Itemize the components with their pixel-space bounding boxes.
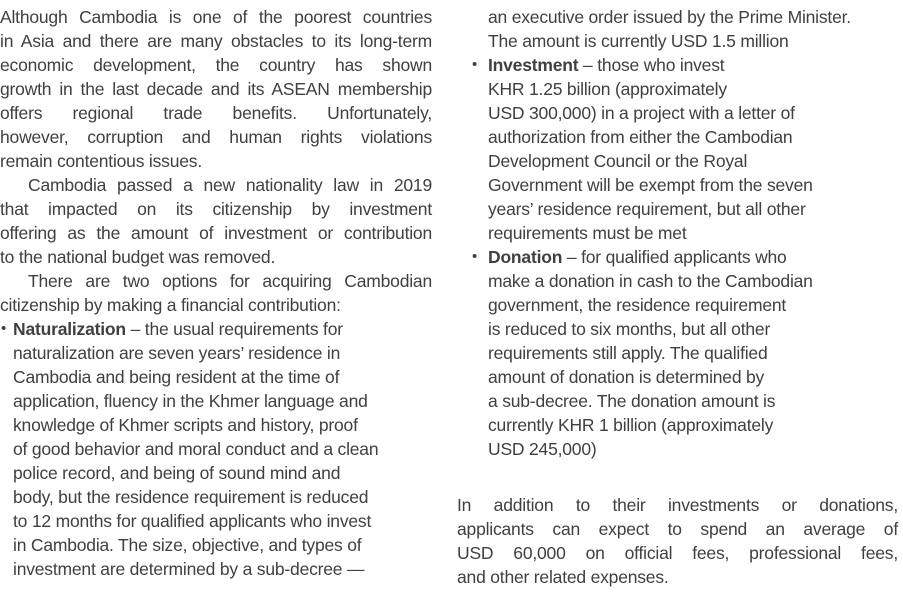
text-line: growth in the last decade and its ASEAN membership	[0, 79, 432, 99]
text-line: There are two options for acquiring Cambodian	[28, 271, 432, 291]
text-line: USD 245,000)	[488, 439, 597, 459]
text-line: Cambodia and being resident at the time of	[13, 367, 340, 387]
text-line: in Asia and there are many obstacles to its long-term	[0, 31, 432, 51]
text-line: offering as the amount of investment or contribution	[0, 223, 432, 243]
text-line: requirements still apply. The qualified	[488, 343, 768, 363]
text-line: to the national budget was removed.	[0, 247, 276, 267]
text-line: amount of donation is determined by	[488, 367, 765, 387]
text-line: Government will be exempt from the seven	[488, 175, 813, 195]
bullet-continuation-naturalization	[457, 5, 898, 53]
bullet-term-rest: – for qualified applicants who	[562, 247, 787, 267]
text-line: citizenship by making a financial contribution:	[0, 295, 341, 315]
text-line	[488, 245, 898, 269]
text-line: a sub-decree. The donation amount is	[488, 391, 776, 411]
text-line: Although Cambodia is one of the poorest countries	[0, 7, 432, 27]
text-line: USD 60,000 on official fees, professional fees,	[457, 543, 898, 563]
text-line: and other related expenses.	[457, 567, 669, 587]
text-line: naturalization are seven years’ residence in	[13, 343, 341, 363]
text-line: authorization from either the Cambodian	[488, 127, 793, 147]
bullet-item-naturalization	[0, 317, 432, 581]
text-line: Development Council or the Royal	[488, 151, 748, 171]
text-line: that impacted on its citizenship by investment	[0, 199, 432, 219]
text-line: make a donation in cash to the Cambodian	[488, 271, 813, 291]
paragraph-two-options	[0, 269, 432, 317]
text-line: in Cambodia. The size, objective, and types of	[13, 535, 362, 555]
paragraph-closing	[457, 493, 898, 589]
text-line: KHR 1.25 billion (approximately	[488, 79, 727, 99]
text-line: Cambodia passed a new nationality law in 2019	[28, 175, 432, 195]
bullet-icon: •	[472, 56, 478, 73]
text-line: currently KHR 1 billion (approximately	[488, 415, 774, 435]
text-line: application, fluency in the Khmer language and	[13, 391, 368, 411]
text-line: government, the residence requirement	[488, 295, 787, 315]
text-line: is reduced to six months, but all other	[488, 319, 771, 339]
text-line: years’ residence requirement, but all other	[488, 199, 806, 219]
bullet-term-naturalization: Naturalization	[13, 319, 126, 339]
right-column	[457, 5, 898, 589]
text-line: applicants can expect to spend an average of	[457, 519, 898, 539]
text-line: remain contentious issues.	[0, 151, 202, 171]
bullet-term-rest: – the usual requirements for	[125, 319, 343, 339]
text-line: however, corruption and human rights violations	[0, 127, 432, 147]
text-line: body, but the residence requirement is reduced	[13, 487, 369, 507]
text-line: requirements must be met	[488, 223, 687, 243]
text-line: investment are determined by a sub-decree —	[13, 559, 365, 579]
left-column	[0, 5, 432, 581]
text-line	[13, 317, 432, 341]
text-line: to 12 months for qualified applicants who invest	[13, 511, 372, 531]
text-line: knowledge of Khmer scripts and history, proof	[13, 415, 358, 435]
text-line: of good behavior and moral conduct and a clean	[13, 439, 379, 459]
bullet-icon: •	[472, 248, 478, 265]
bullet-lines	[13, 341, 432, 581]
paragraph-intro	[0, 5, 432, 173]
bullet-icon: •	[1, 320, 7, 337]
bullet-term-donation: Donation	[488, 247, 563, 267]
bullet-item-investment	[457, 53, 898, 245]
bullet-body	[457, 53, 898, 245]
text-line: an executive order issued by the Prime Minister.	[488, 7, 851, 27]
bullet-lines	[488, 269, 898, 461]
bullet-term-investment: Investment	[488, 55, 579, 75]
bullet-body	[0, 317, 432, 581]
text-line: The amount is currently USD 1.5 million	[488, 31, 789, 51]
text-line: In addition to their investments or donations,	[457, 495, 898, 515]
bullet-item-donation	[457, 245, 898, 461]
text-line: police record, and being of sound mind and	[13, 463, 341, 483]
text-line: USD 300,000) in a project with a letter of	[488, 103, 795, 123]
text-line	[488, 53, 898, 77]
text-line: offers regional trade benefits. Unfortunately,	[0, 103, 432, 123]
bullet-term-rest: – those who invest	[578, 55, 725, 75]
bullet-body	[457, 245, 898, 461]
text-line: economic development, the country has shown	[0, 55, 432, 75]
bullet-lines	[488, 77, 898, 245]
paragraph-nationality-law	[0, 173, 432, 269]
